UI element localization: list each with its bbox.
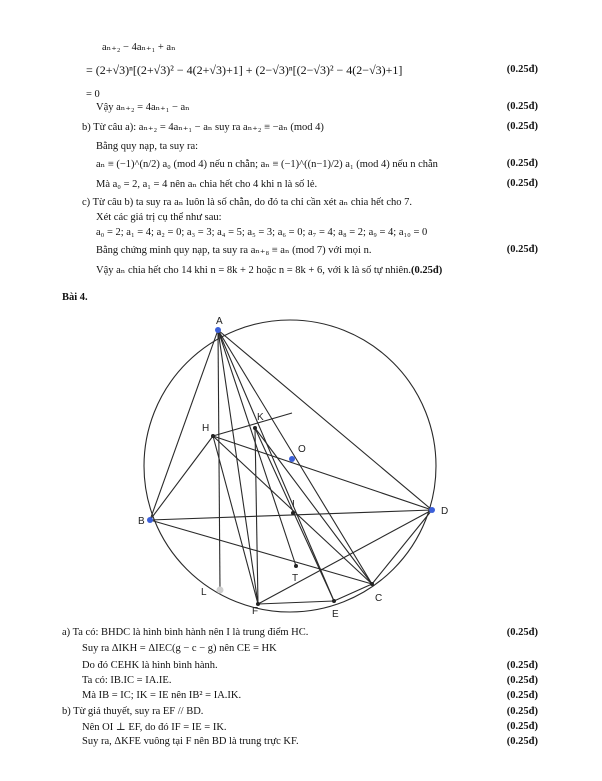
- score-mark: (0.25đ): [506, 721, 538, 732]
- part-b2-line: b) Từ giả thuyết, suy ra EF // BD.: [62, 706, 204, 717]
- point-E-dot: [332, 599, 336, 603]
- label-E: E: [332, 609, 339, 620]
- segment-HD: [213, 436, 432, 510]
- score-mark: (0.25đ): [506, 101, 538, 112]
- part-c-line: c) Từ câu b) ta suy ra aₙ luôn là số chẵn, do đó ta chỉ cần xét aₙ chia hết cho 7.: [82, 197, 413, 208]
- congruent-triangles-line: Suy ra ΔIKH = ΔIEC(g − c − g) nên CE = HK: [82, 643, 277, 654]
- perpendicular-line: Nên OI ⊥ EF, do đó IF = IE = IK.: [82, 722, 227, 733]
- final-conclusion-line: Vậy aₙ chia hết cho 14 khi n = 8k + 2 hoặc n = 8k + 6, với k là số tự nhiên.(0.25đ): [96, 265, 443, 276]
- equality-line: Mà IB = IC; IK = IE nên IB² = IA.IK.: [82, 690, 242, 701]
- section-title: Bài 4.: [62, 292, 88, 303]
- point-C-dot: [370, 582, 374, 586]
- power-point-line: Ta có: IB.IC = IA.IE.: [82, 675, 172, 686]
- segment-BD: [150, 510, 432, 520]
- score-mark: (0.25đ): [506, 121, 538, 132]
- label-T: T: [292, 573, 299, 584]
- induction-line: Bằng quy nạp, ta suy ra:: [96, 141, 199, 152]
- bisector-line: Suy ra, ΔKFE vuông tại F nên BD là trung trực KF.: [82, 736, 299, 747]
- point-K-dot: [253, 426, 257, 430]
- conclusion-line: Vậy aₙ₊₂ = 4aₙ₊₁ − aₙ: [96, 102, 190, 113]
- equation-line-2: = (2+√3)ⁿ[(2+√3)² − 4(2+√3)+1] + (2−√3)ⁿ[(2−√3)² − 4(2−√3)+1]: [86, 63, 403, 77]
- score-mark: (0.25đ): [506, 178, 538, 189]
- segment-FE: [258, 601, 334, 604]
- score-mark: (0.25đ): [506, 627, 538, 638]
- point-B-dot: [147, 517, 153, 523]
- segment-BH: [150, 436, 213, 520]
- label-O: O: [298, 444, 306, 455]
- score-mark: (0.25đ): [506, 706, 538, 717]
- score-mark: (0.25đ): [506, 675, 538, 686]
- segment-AD: [218, 330, 432, 510]
- values-line: a₀ = 2; a₁ = 4; a₂ = 0; a₃ = 3; a₄ = 5; a₅ = 3; a₆ = 0; a₇ = 4; a₈ = 2; a₉ = 4; a₁₀ = 0: [96, 227, 428, 238]
- segment-FD: [258, 510, 432, 604]
- point-L-dot: [217, 587, 224, 594]
- label-K: K: [257, 412, 264, 423]
- score-mark: (0.25đ): [506, 244, 538, 255]
- values-intro-line: Xét các giá trị cụ thể như sau:: [96, 212, 222, 223]
- divisibility-line: Mà a₀ = 2, a₁ = 4 nên aₙ chia hết cho 4 khi n là số lẻ.: [96, 179, 318, 190]
- periodicity-line: Bằng chứng minh quy nạp, ta suy ra aₙ₊₈ ≡ aₙ (mod 7) với mọi n.: [96, 245, 372, 256]
- point-D-dot: [429, 507, 435, 513]
- label-D: D: [441, 506, 449, 517]
- equation-line-3: = 0: [86, 89, 100, 100]
- score-mark: (0.25đ): [506, 736, 538, 747]
- score-mark: (0.25đ): [506, 64, 538, 75]
- segment-EC: [334, 584, 372, 601]
- segment-KC: [255, 428, 372, 584]
- segment-AF: [218, 330, 258, 604]
- score-mark: (0.25đ): [506, 660, 538, 671]
- congruence-line: aₙ ≡ (−1)^(n/2) a₀ (mod 4) nếu n chẵn; aₙ ≡ (−1)^((n−1)/2) a₁ (mod 4) nếu n chẵn: [96, 159, 438, 170]
- score-mark: (0.25đ): [506, 158, 538, 169]
- parallelogram-line: Do đó CEHK là hình bình hành.: [82, 660, 218, 671]
- label-I: I: [292, 499, 295, 510]
- point-T-dot: [294, 564, 298, 568]
- point-O-dot: [289, 456, 295, 462]
- label-C: C: [375, 593, 383, 604]
- label-F: F: [252, 606, 259, 617]
- equation-line-1: aₙ₊₂ − 4aₙ₊₁ + aₙ: [102, 42, 176, 53]
- point-I-dot: [291, 511, 295, 515]
- point-H-dot: [211, 434, 215, 438]
- circumcircle: [144, 320, 436, 612]
- segment-AE: [218, 330, 334, 601]
- label-H: H: [202, 423, 210, 434]
- label-A: A: [216, 316, 223, 327]
- part-b-line: b) Từ câu a): aₙ₊₂ = 4aₙ₊₁ − aₙ suy ra aₙ₊₂ ≡ −aₙ (mod 4): [82, 122, 324, 133]
- score-mark: (0.25đ): [506, 690, 538, 701]
- point-A-dot: [215, 327, 221, 333]
- label-B: B: [138, 516, 145, 527]
- part-a-line: a) Ta có: BHDC là hình bình hành nên I là trung điểm HC.: [62, 627, 309, 638]
- segment-DC: [372, 510, 432, 584]
- label-L: L: [201, 587, 207, 598]
